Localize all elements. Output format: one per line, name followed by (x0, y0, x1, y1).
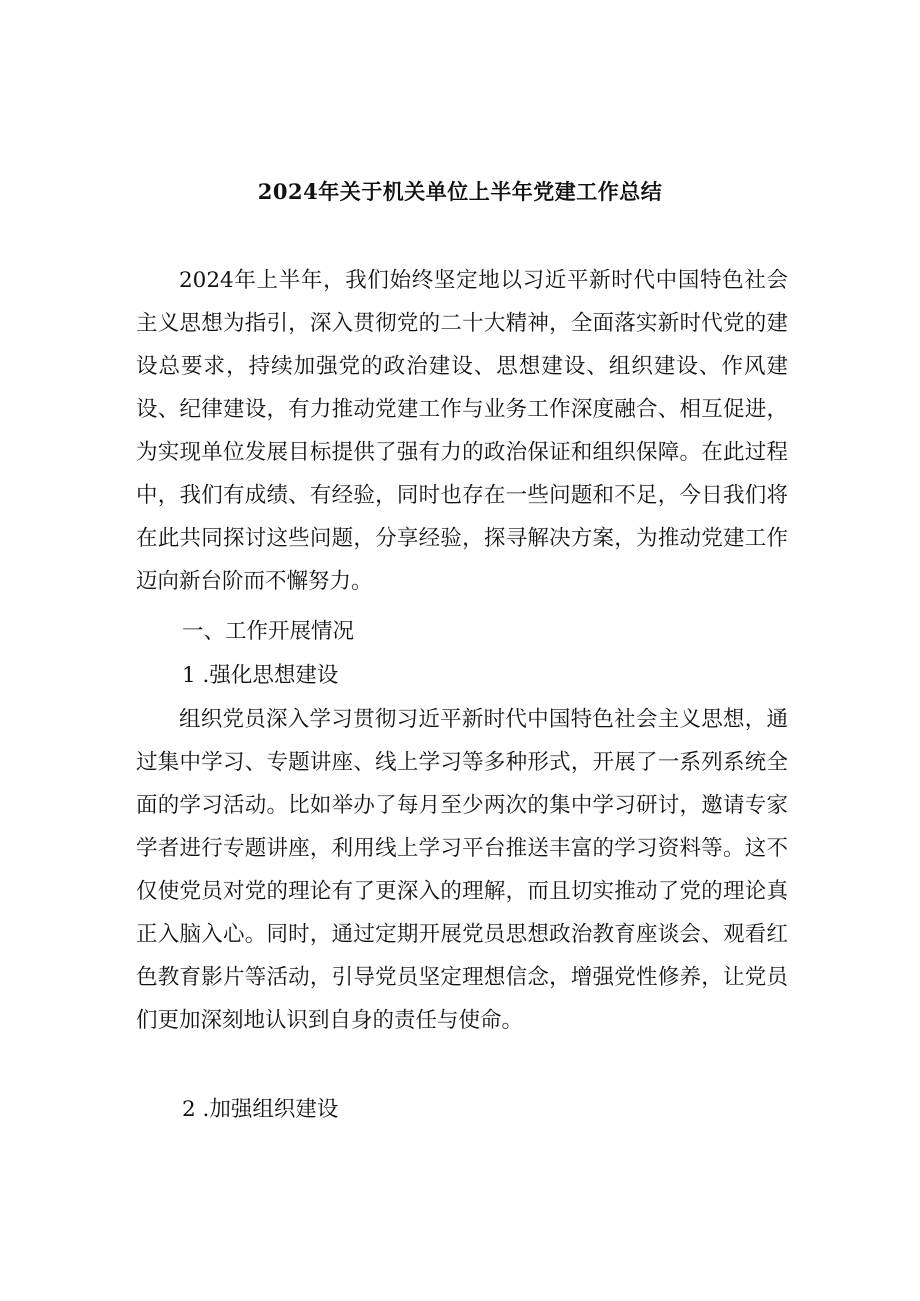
ideological-paragraph: 组织党员深入学习贯彻习近平新时代中国特色社会主义思想，通过集中学习、专题讲座、线上学习等多种形式，开展了一系列系统全面的学习活动。比如举办了每月至少两次的集中学习研讨，邀请专家学者进行专题讲座，利用线上学习平台推送丰富的学习资料等。这不仅使党员对党的理论有了更深入的理解，而且切实推动了党的理论真正入脑入心。同时，通过定期开展党员思想政治教育座谈会、观看红色教育影片等活动，引导党员坚定理想信念，增强党性修养，让党员们更加深刻地认识到自身的责任与使命。 (136, 707, 788, 1033)
intro-paragraph: 2024年上半年，我们始终坚定地以习近平新时代中国特色社会主义思想为指引，深入贯彻党的二十大精神，全面落实新时代党的建设总要求，持续加强党的政治建设、思想建设、组织建设、作风建设、纪律建设，有力推动党建工作与业务工作深度融合、相互促进，为实现单位发展目标提供了强有力的政治保证和组织保障。在此过程中，我们有成绩、有经验，同时也存在一些问题和不足，今日我们将在此共同探讨这些问题，分享经验，探寻解决方案，为推动党建工作迈向新台阶而不懈努力。 (136, 268, 788, 594)
section-heading-work-progress: 一、工作开展情况 (182, 619, 355, 644)
subsection-heading-ideological: 1 .强化思想建设 (182, 663, 339, 688)
subsection-heading-organizational: 2 .加强组织建设 (182, 1097, 339, 1122)
document-title: 2024年关于机关单位上半年党建工作总结 (257, 179, 663, 204)
